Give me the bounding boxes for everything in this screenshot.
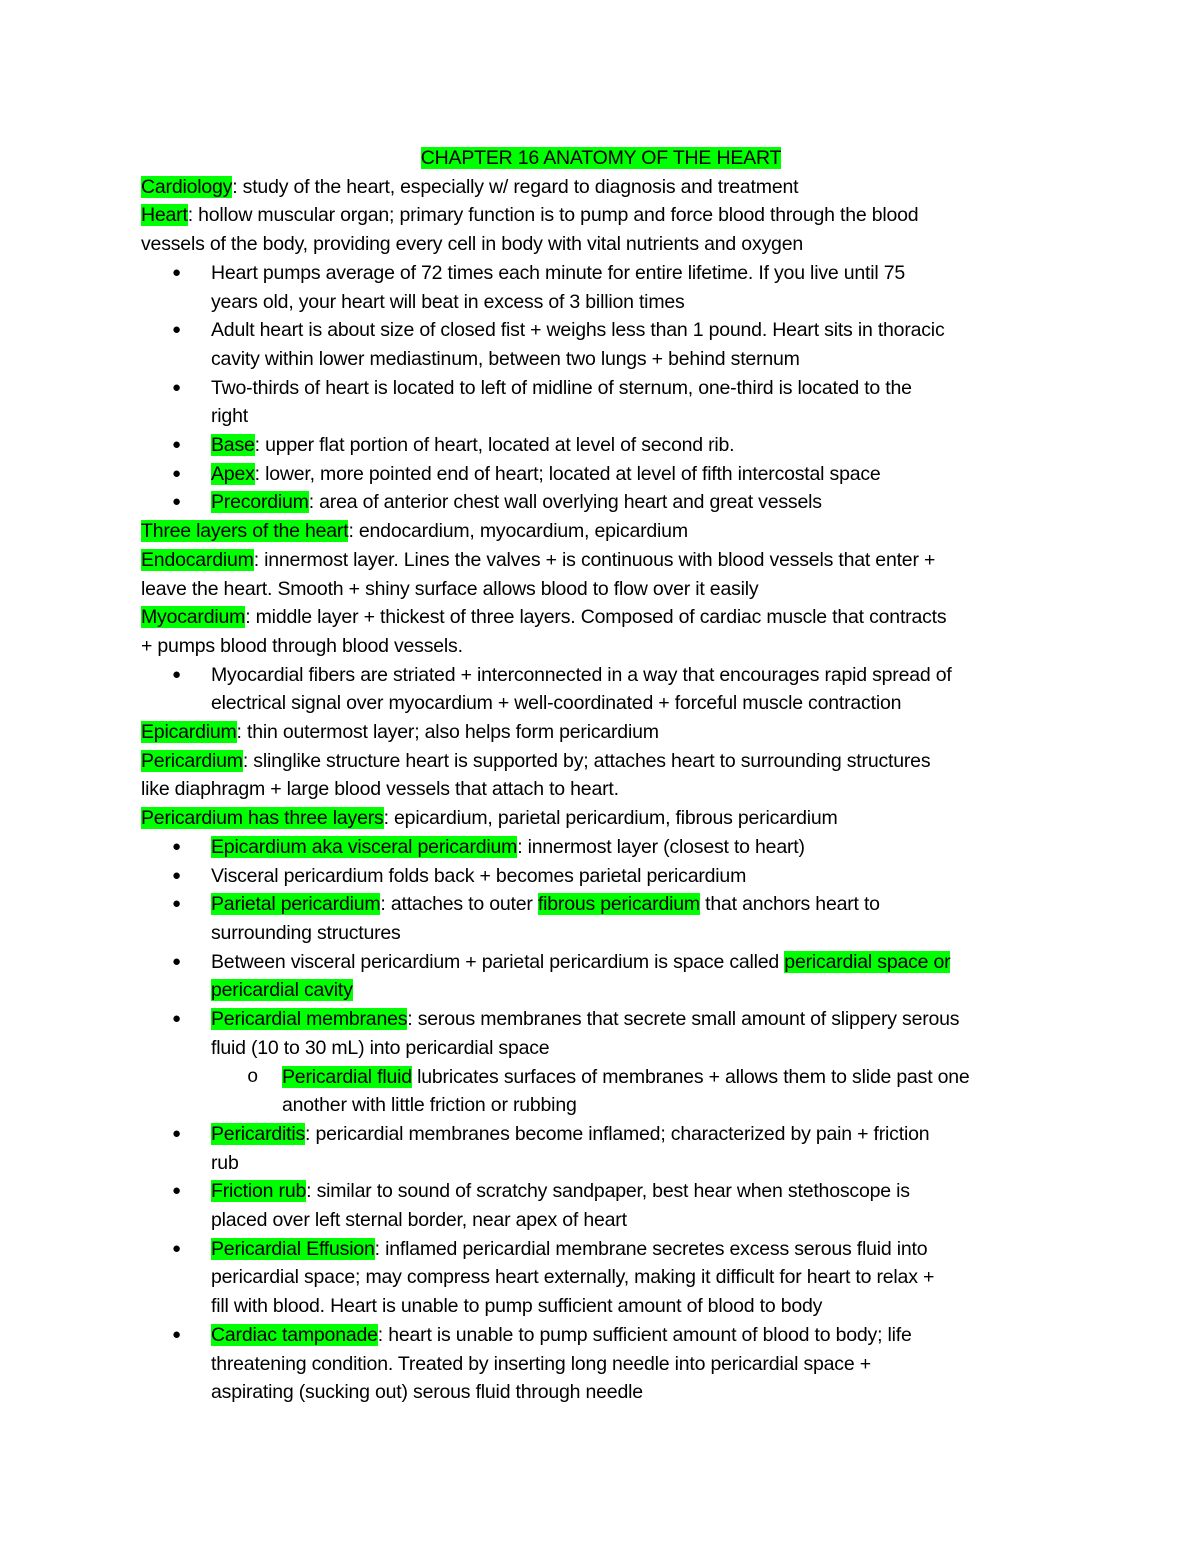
bullet-text: surrounding structures <box>211 921 401 944</box>
term-highlight: Pericardial Effusion <box>211 1237 375 1260</box>
bullet-item-heart-rate <box>141 259 1061 316</box>
page-title <box>141 144 1061 173</box>
term-highlight: Parietal pericardium <box>211 893 381 916</box>
bullet-text <box>211 833 1061 862</box>
definition-text: : epicardium, parietal pericardium, fibrous pericardium <box>383 807 838 830</box>
definition-text: Between visceral pericardium + parietal pericardium is space called <box>211 950 785 973</box>
bullet-icon: ● <box>172 665 181 683</box>
bullet-text: aspirating (sucking out) serous fluid through needle <box>211 1381 643 1404</box>
definition-text: : heart is unable to pump sufficient amount of blood to body; life <box>377 1323 912 1346</box>
definition-text: : innermost layer. Lines the valves + is continuous with blood vessels that enter + <box>253 548 936 571</box>
definition-text: : area of anterior chest wall overlying heart and great vessels <box>308 491 822 514</box>
definition-text: : similar to sound of scratchy sandpaper, best hear when stethoscope is <box>306 1180 910 1203</box>
bullet-icon: ● <box>172 895 181 913</box>
definition-text: : middle layer + thickest of three layers. Composed of cardiac muscle that contracts <box>245 606 947 629</box>
definition-pericardium-cont: like diaphragm + large blood vessels that attach to heart. <box>141 778 619 801</box>
term-highlight: Friction rub <box>211 1180 307 1203</box>
bullet-text: another with little friction or rubbing <box>282 1094 577 1117</box>
term-highlight: Epicardium aka visceral pericardium <box>211 835 518 858</box>
definition-text: : serous membranes that secrete small amount of slippery serous <box>407 1008 960 1031</box>
bullet-item-pericardial-effusion <box>141 1235 1061 1321</box>
bullet-icon: ● <box>172 952 181 970</box>
bullet-icon: ● <box>172 493 181 511</box>
bullet-text <box>211 890 1061 919</box>
definition-text: : pericardial membranes become inflamed; characterized by pain + friction <box>305 1122 930 1145</box>
bullet-item-apex <box>141 460 1061 489</box>
definition-myocardium <box>141 603 1061 632</box>
definition-text: : slinglike structure heart is supported by; attaches heart to surrounding structures <box>242 749 931 772</box>
bullet-text <box>211 488 1061 517</box>
definition-endocardium <box>141 546 1061 575</box>
sub-bullet-icon: o <box>247 1065 259 1088</box>
bullet-text <box>211 1177 1061 1206</box>
bullet-text: rub <box>211 1151 239 1174</box>
bullet-text <box>211 1235 1061 1264</box>
definition-cardiology <box>141 173 1061 202</box>
bullet-text: Adult heart is about size of closed fist + weighs less than 1 pound. Heart sits in thoracic <box>211 319 945 342</box>
bullet-icon: ● <box>172 464 181 482</box>
bullet-item-precordium <box>141 488 1061 517</box>
definition-endocardium-cont: leave the heart. Smooth + shiny surface allows blood to flow over it easily <box>141 577 759 600</box>
bullet-text <box>211 1321 1061 1350</box>
definition-heart <box>141 201 1061 230</box>
bullet-text: threatening condition. Treated by inserting long needle into pericardial space + <box>211 1352 871 1375</box>
definition-epicardium <box>141 718 1061 747</box>
bullet-text: Myocardial fibers are striated + interconnected in a way that encourages rapid spread of <box>211 663 952 686</box>
term-highlight: Heart <box>141 204 188 227</box>
definition-text: : innermost layer (closest to heart) <box>517 835 805 858</box>
bullet-item-folds-back <box>141 862 1061 891</box>
term-highlight: Pericardial fluid <box>282 1065 412 1088</box>
bullet-text <box>211 1120 1061 1149</box>
bullet-text: Two-thirds of heart is located to left of midline of sternum, one-third is located to the <box>211 376 912 399</box>
term-highlight: Base <box>211 434 255 457</box>
definition-text: : attaches to outer <box>380 893 538 916</box>
definition-text: : inflamed pericardial membrane secretes excess serous fluid into <box>374 1237 928 1260</box>
bullet-text: placed over left sternal border, near apex of heart <box>211 1209 627 1232</box>
definition-pericardium <box>141 747 1061 776</box>
definition-text: that anchors heart to <box>699 893 880 916</box>
bullet-text: Heart pumps average of 72 times each minute for entire lifetime. If you live until 75 <box>211 261 906 284</box>
bullet-icon: ● <box>172 1325 181 1343</box>
definition-text: : endocardium, myocardium, epicardium <box>348 520 688 543</box>
bullet-item-cardiac-tamponade <box>141 1321 1061 1407</box>
sub-bullet-item-pericardial-fluid <box>141 1063 1061 1120</box>
term-highlight: Endocardium <box>141 548 254 571</box>
bullet-text <box>211 460 1061 489</box>
bullet-text <box>211 948 1061 977</box>
term-highlight: Epicardium <box>141 721 237 744</box>
definition-text: : thin outermost layer; also helps form pericardium <box>236 721 659 744</box>
term-highlight: Cardiac tamponade <box>211 1323 378 1346</box>
bullet-icon: ● <box>172 263 181 281</box>
bullet-text: electrical signal over myocardium + well-coordinated + forceful muscle contraction <box>211 692 902 715</box>
bullet-text <box>211 431 1061 460</box>
bullet-text: fluid (10 to 30 mL) into pericardial space <box>211 1036 550 1059</box>
bullet-item-pericarditis <box>141 1120 1061 1177</box>
bullet-text <box>211 976 1061 1005</box>
bullet-text <box>282 1063 1061 1092</box>
term-highlight: Myocardium <box>141 606 246 629</box>
definition-text: lubricates surfaces of membranes + allows them to slide past one <box>411 1065 970 1088</box>
bullet-icon: ● <box>172 866 181 884</box>
term-highlight: Pericarditis <box>211 1122 306 1145</box>
term-highlight: pericardial space or <box>784 950 951 973</box>
bullet-item-heart-size <box>141 316 1061 373</box>
bullet-icon: ● <box>172 321 181 339</box>
definition-text: : study of the heart, especially w/ regard to diagnosis and treatment <box>232 175 799 198</box>
bullet-text: right <box>211 405 248 428</box>
bullet-item-pericardial-space <box>141 948 1061 1005</box>
title-highlight: CHAPTER 16 ANATOMY OF THE HEART <box>420 147 782 169</box>
bullet-icon: ● <box>172 1239 181 1257</box>
definition-myocardium-cont: + pumps blood through blood vessels. <box>141 634 463 657</box>
bullet-item-visceral-pericardium <box>141 833 1061 862</box>
bullet-item-friction-rub <box>141 1177 1061 1234</box>
bullet-item-myocardial-fibers <box>141 661 1061 718</box>
bullet-text: pericardial space; may compress heart externally, making it difficult for heart to relax + <box>211 1266 935 1289</box>
bullet-text: cavity within lower mediastinum, between two lungs + behind sternum <box>211 347 800 370</box>
definition-text: : hollow muscular organ; primary function is to pump and force blood through the blood <box>187 204 919 227</box>
term-highlight: Pericardium <box>141 749 243 772</box>
bullet-item-parietal-pericardium <box>141 890 1061 947</box>
term-highlight: Pericardium has three layers <box>141 807 384 830</box>
definition-text: : lower, more pointed end of heart; located at level of fifth intercostal space <box>254 462 881 485</box>
definition-three-layers <box>141 517 1061 546</box>
definition-heart-cont: vessels of the body, providing every cell in body with vital nutrients and oxygen <box>141 233 803 256</box>
bullet-item-base <box>141 431 1061 460</box>
term-highlight: Cardiology <box>141 175 233 198</box>
term-highlight: Apex <box>211 462 255 485</box>
bullet-icon: ● <box>172 1182 181 1200</box>
term-highlight: Precordium <box>211 491 309 514</box>
bullet-icon: ● <box>172 378 181 396</box>
bullet-text: fill with blood. Heart is unable to pump sufficient amount of blood to body <box>211 1295 823 1318</box>
document-body <box>141 144 1061 1407</box>
bullet-item-pericardial-membranes <box>141 1005 1061 1062</box>
term-highlight: Three layers of the heart <box>141 520 349 543</box>
definition-pericardium-layers <box>141 804 1061 833</box>
term-highlight: Pericardial membranes <box>211 1008 408 1031</box>
bullet-text: Visceral pericardium folds back + becomes parietal pericardium <box>211 864 747 887</box>
term-highlight: pericardial cavity <box>211 979 353 1002</box>
bullet-item-heart-location <box>141 374 1061 431</box>
bullet-icon: ● <box>172 837 181 855</box>
term-highlight: fibrous pericardium <box>537 893 700 916</box>
bullet-icon: ● <box>172 436 181 454</box>
bullet-icon: ● <box>172 1010 181 1028</box>
bullet-icon: ● <box>172 1124 181 1142</box>
definition-text: : upper flat portion of heart, located at level of second rib. <box>254 434 735 457</box>
bullet-text: years old, your heart will beat in excess of 3 billion times <box>211 290 685 313</box>
bullet-text <box>211 1005 1061 1034</box>
